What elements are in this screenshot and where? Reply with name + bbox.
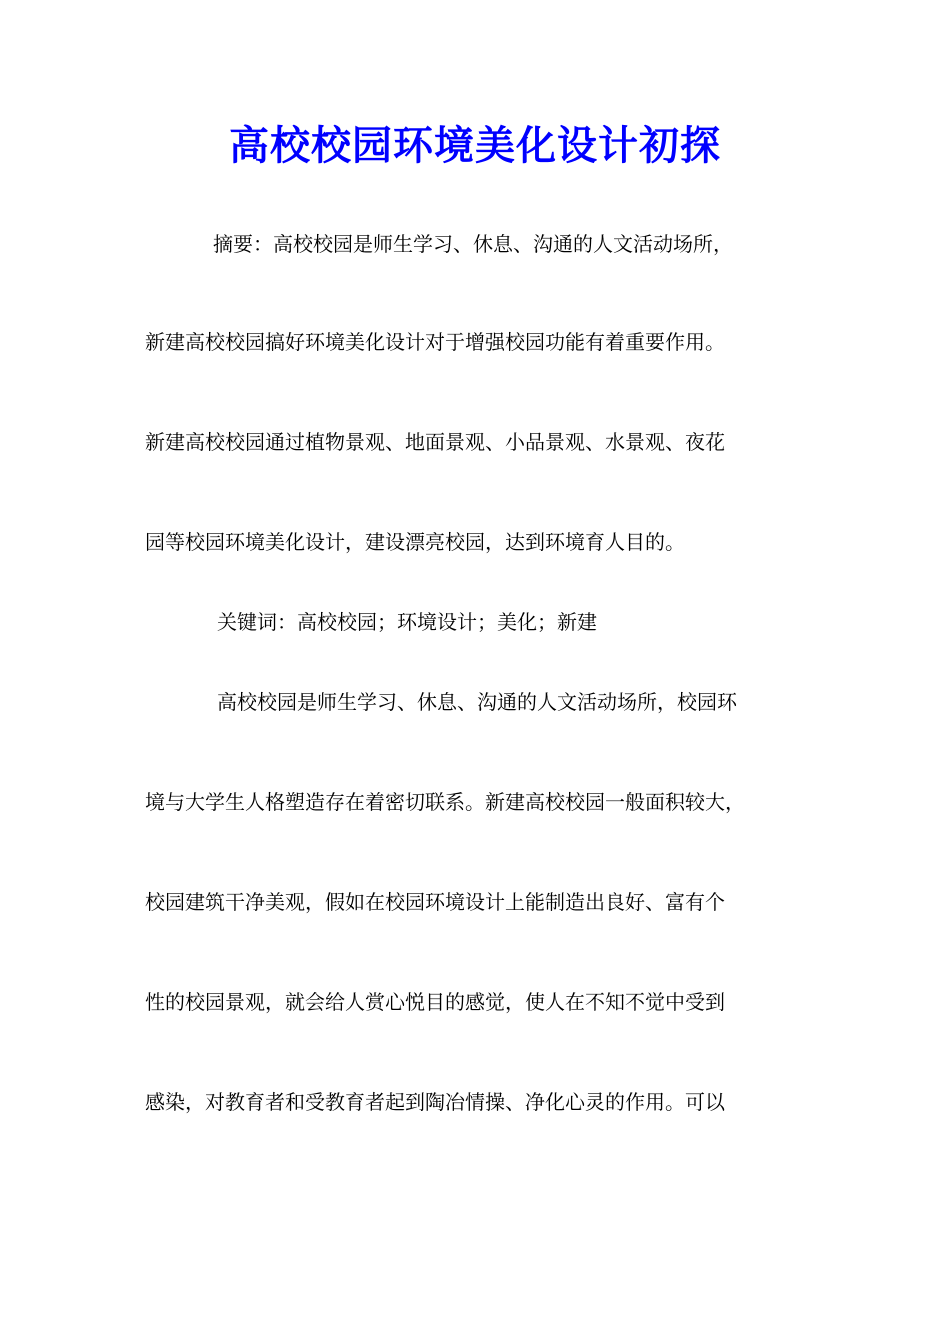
- body-line: 校园建筑干净美观，假如在校园环境设计上能制造出良好、富有个: [145, 890, 725, 914]
- body-line: 感染，对教育者和受教育者起到陶冶情操、净化心灵的作用。可以: [145, 1090, 725, 1114]
- abstract-line: 新建高校校园搞好环境美化设计对于增强校园功能有着重要作用。: [145, 330, 725, 354]
- body-line: 高校校园是师生学习、休息、沟通的人文活动场所，校园环: [217, 690, 737, 714]
- abstract-line: 摘要：高校校园是师生学习、休息、沟通的人文活动场所，: [213, 232, 733, 256]
- body-line: 境与大学生人格塑造存在着密切联系。新建高校校园一般面积较大，: [145, 790, 745, 814]
- body-line: 性的校园景观，就会给人赏心悦目的感觉，使人在不知不觉中受到: [145, 990, 725, 1014]
- keywords-line: 关键词：高校校园；环境设计；美化；新建: [217, 610, 597, 634]
- abstract-line: 园等校园环境美化设计，建设漂亮校园，达到环境育人目的。: [145, 530, 685, 554]
- abstract-line: 新建高校校园通过植物景观、地面景观、小品景观、水景观、夜花: [145, 430, 725, 454]
- document-title: 高校校园环境美化设计初探: [229, 122, 721, 169]
